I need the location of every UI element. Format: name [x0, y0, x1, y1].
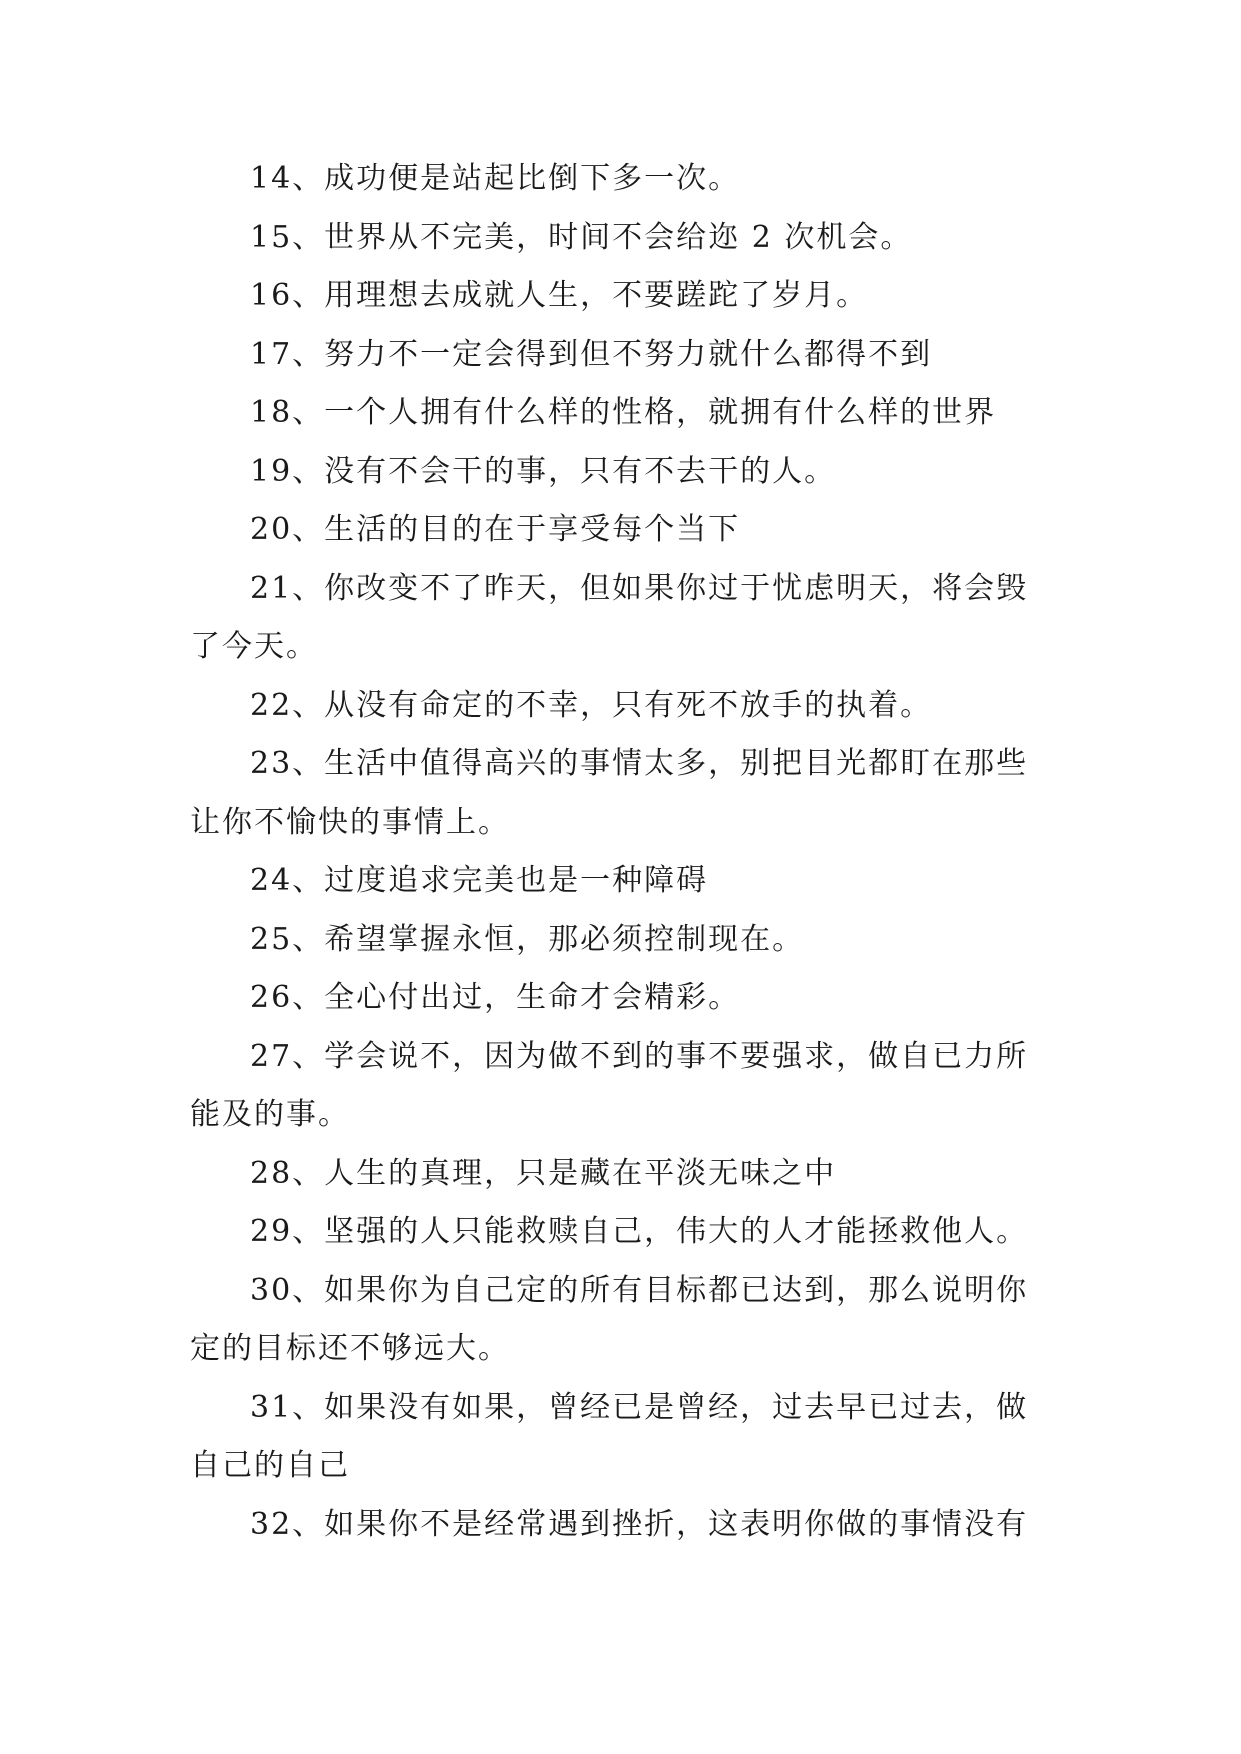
- paragraph-line: 28、人生的真理，只是藏在平淡无味之中: [250, 1155, 837, 1191]
- paragraph-line: 17、努力不一定会得到但不努力就什么都得不到: [250, 336, 933, 372]
- paragraph-line: 30、如果你为自己定的所有目标都已达到，那么说明你: [250, 1272, 1029, 1308]
- paragraph-line: 16、用理想去成就人生，不要蹉跎了岁月。: [250, 278, 869, 313]
- paragraph-continuation-line: 自己的自己: [190, 1448, 350, 1483]
- paragraph-continuation-line: 定的目标还不够远大。: [190, 1331, 510, 1366]
- document-body: [190, 150, 1050, 1554]
- paragraph-line: 24、过度追求完美也是一种障碍: [250, 863, 709, 898]
- paragraph-line: 14、成功便是站起比倒下多一次。: [250, 161, 741, 196]
- paragraph-continuation-line: 让你不愉快的事情上。: [190, 804, 510, 840]
- paragraph-line: 29、坚强的人只能救赎自己，伟大的人才能拯救他人。: [250, 1214, 1029, 1249]
- paragraph-line: 18、一个人拥有什么样的性格，就拥有什么样的世界: [250, 395, 997, 430]
- paragraph-line: 22、从没有命定的不幸，只有死不放手的执着。: [250, 687, 933, 723]
- paragraph-line: 20、生活的目的在于享受每个当下: [250, 512, 741, 547]
- paragraph-line: 15、世界从不完美，时间不会给迩 2 次机会。: [250, 219, 913, 255]
- paragraph-line: 26、全心付出过，生命才会精彩。: [250, 980, 741, 1015]
- paragraph-line: 21、你改变不了昨天，但如果你过于忧虑明天，将会毁: [250, 570, 1029, 606]
- paragraph-line: 32、如果你不是经常遇到挫折，这表明你做的事情没有: [250, 1506, 1029, 1542]
- paragraph-line: 31、如果没有如果，曾经已是曾经，过去早已过去，做: [250, 1389, 1029, 1425]
- paragraph-line: 19、没有不会干的事，只有不去干的人。: [250, 453, 837, 489]
- paragraph-continuation-line: 能及的事。: [190, 1097, 350, 1132]
- paragraph-line: 23、生活中值得高兴的事情太多，别把目光都盯在那些: [250, 746, 1029, 781]
- paragraph-line: 27、学会说不，因为做不到的事不要强求，做自已力所: [250, 1038, 1029, 1074]
- paragraph-line: 25、希望掌握永恒，那必须控制现在。: [250, 921, 805, 957]
- paragraph-continuation-line: 了今天。: [190, 629, 318, 664]
